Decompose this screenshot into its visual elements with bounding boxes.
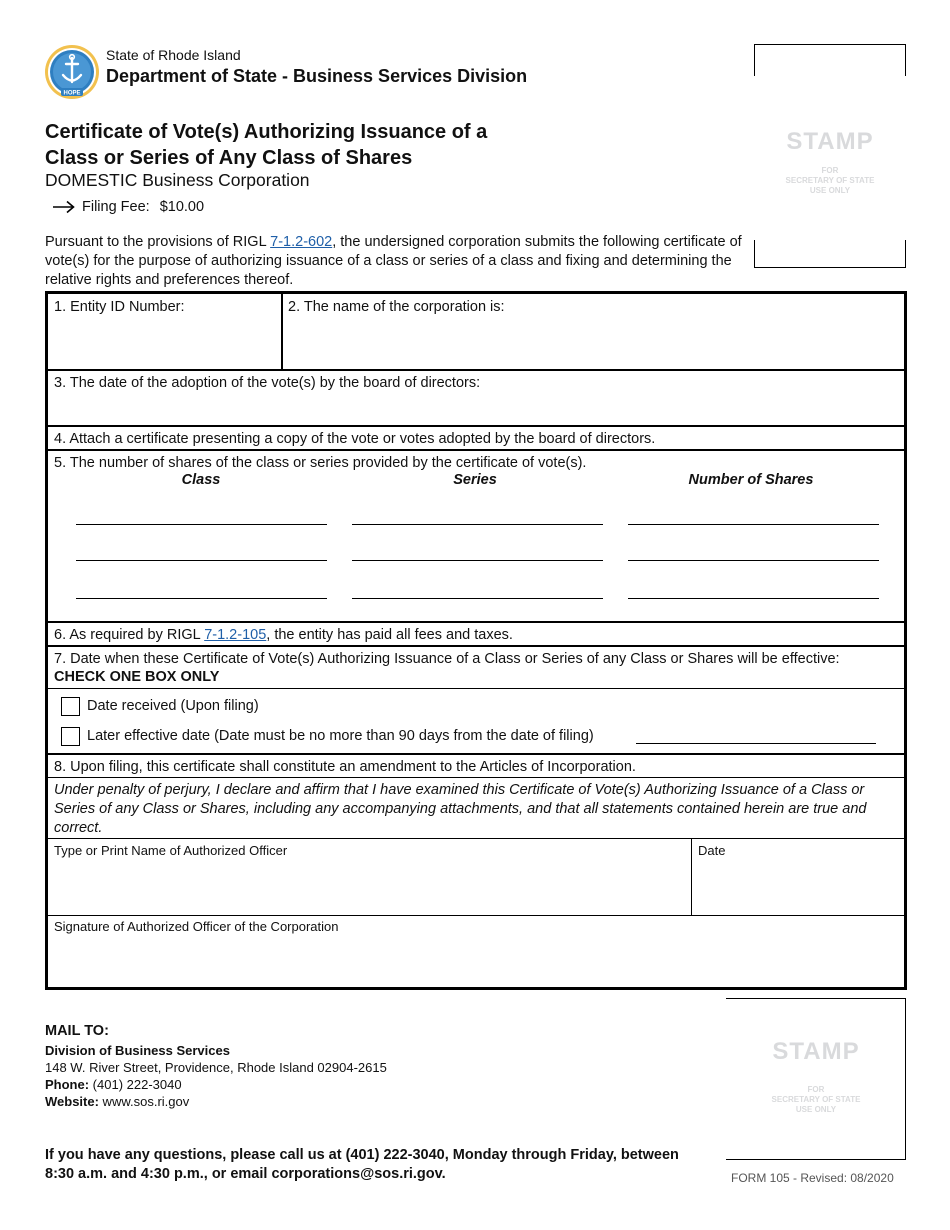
arrow-right-icon	[52, 200, 76, 214]
column-number-of-shares-header: Number of Shares	[688, 472, 814, 488]
fees-paid-statement	[54, 626, 513, 644]
class-input-line-2[interactable]	[76, 560, 327, 561]
rhode-island-seal-logo	[44, 44, 100, 100]
class-input-line-3[interactable]	[76, 598, 327, 599]
attach-certificate-text: 4. Attach a certificate presenting a copy of the vote or votes adopted by the board of directors.	[54, 431, 656, 447]
state-name: State of Rhode Island	[106, 47, 241, 63]
fees-text-after: , the entity has paid all fees and taxes.	[266, 627, 513, 643]
mail-address: 148 W. River Street, Providence, Rhode Island 02904-2615	[45, 1060, 387, 1075]
amendment-statement: 8. Upon filing, this certificate shall constitute an amendment to the Articles of Incorporation.	[54, 759, 636, 775]
rigl-105-link[interactable]: 7-1.2-105	[204, 627, 267, 643]
divider	[48, 425, 904, 427]
fees-text-before: 6. As required by RIGL	[54, 627, 205, 643]
signature-field[interactable]	[48, 917, 904, 987]
intro-paragraph	[45, 233, 745, 290]
department-name: Department of State - Business Services Division	[106, 66, 528, 86]
effective-date-question: 7. Date when these Certificate of Vote(s) Authorizing Issuance of a Class or Series of any Class or Shares will be effective:	[54, 651, 840, 667]
officer-name-label: Type or Print Name of Authorized Officer	[54, 843, 288, 858]
shares-input-line-1[interactable]	[628, 524, 879, 525]
mail-division: Division of Business Services	[45, 1043, 230, 1058]
form-title-line2: Class or Series of Any Class of Shares	[45, 147, 413, 169]
stamp-note-bottom-2: SECRETARY OF STATE	[771, 1095, 861, 1104]
divider	[48, 688, 904, 689]
stamp-note-bottom-1: FOR	[807, 1085, 825, 1094]
column-class-header: Class	[181, 472, 221, 488]
divider	[48, 777, 904, 778]
form-title	[45, 119, 685, 171]
stamp-title-bottom: STAMP	[772, 1038, 860, 1065]
divider	[48, 645, 904, 647]
series-input-line-3[interactable]	[352, 598, 603, 599]
mail-to-heading: MAIL TO:	[45, 1023, 109, 1039]
later-effective-date-checkbox[interactable]	[61, 727, 80, 746]
stamp-note-2: SECRETARY OF STATE	[785, 176, 875, 185]
stamp-note-3: USE ONLY	[809, 186, 851, 195]
form-title-line1: Certificate of Vote(s) Authorizing Issuance of a	[45, 121, 488, 143]
mail-phone	[45, 1077, 182, 1092]
filing-fee	[52, 199, 204, 215]
divider	[48, 838, 904, 839]
date-field[interactable]	[693, 840, 904, 915]
officer-date-divider	[691, 838, 692, 915]
filing-fee-label: Filing Fee:	[82, 199, 150, 215]
class-input-line-1[interactable]	[76, 524, 327, 525]
later-effective-date-input[interactable]	[636, 743, 876, 744]
entity-id-field[interactable]	[48, 294, 281, 369]
date-received-label: Date received (Upon filing)	[87, 698, 259, 714]
shares-input-line-3[interactable]	[628, 598, 879, 599]
rigl-602-link[interactable]: 7-1.2-602	[270, 234, 333, 250]
stamp-box-bottom	[726, 998, 906, 1160]
shares-instruction: 5. The number of shares of the class or series provided by the certificate of vote(s).	[54, 455, 587, 471]
form-subtitle: DOMESTIC Business Corporation	[45, 170, 310, 190]
later-effective-date-label: Later effective date (Date must be no more than 90 days from the date of filing)	[87, 728, 594, 744]
signature-label: Signature of Authorized Officer of the Corporation	[54, 919, 339, 934]
series-input-line-2[interactable]	[352, 560, 603, 561]
certificate-form	[45, 291, 907, 990]
column-series-header: Series	[453, 472, 497, 488]
date-label: Date	[698, 843, 726, 858]
series-input-line-1[interactable]	[352, 524, 603, 525]
phone-label: Phone:	[45, 1077, 90, 1092]
website-url: www.sos.ri.gov	[98, 1094, 190, 1109]
stamp-note-bottom-3: USE ONLY	[795, 1105, 837, 1114]
divider	[48, 915, 904, 916]
contact-questions: If you have any questions, please call us at (401) 222-3040, Monday through Friday, between 8:30 a.m. and 4:30 p.m., or email corporations@sos.ri.gov.	[45, 1147, 679, 1182]
website-label: Website:	[45, 1094, 99, 1109]
stamp-note-1: FOR	[821, 166, 839, 175]
stamp-box-top-frame	[754, 44, 906, 268]
stamp-box-top	[754, 44, 906, 268]
intro-text-before: Pursuant to the provisions of RIGL	[45, 234, 271, 250]
perjury-declaration: Under penalty of perjury, I declare and affirm that I have examined this Certificate of Vote(s) Authorizing Issuance of a Class or Series of any Class or Shares, including any accompanying attachments, and that all statements contained herein are true and correct.	[54, 782, 867, 836]
stamp-box-bottom-frame	[726, 998, 906, 1160]
officer-name-field[interactable]	[48, 840, 691, 915]
divider	[48, 753, 904, 755]
divider	[48, 621, 904, 623]
corporation-name-label: 2. The name of the corporation is:	[288, 299, 505, 315]
stamp-title: STAMP	[786, 128, 874, 155]
corporation-name-field[interactable]	[283, 294, 904, 369]
form-number: FORM 105 - Revised: 08/2020	[731, 1171, 894, 1185]
divider	[48, 449, 904, 451]
entity-id-label: 1. Entity ID Number:	[54, 299, 185, 315]
seal-motto: HOPE	[63, 90, 81, 97]
adoption-date-label: 3. The date of the adoption of the vote(s) by the board of directors:	[54, 375, 481, 391]
mail-website	[45, 1094, 189, 1109]
filing-fee-value: $10.00	[159, 199, 205, 215]
adoption-date-field[interactable]	[48, 371, 904, 425]
check-one-instruction: CHECK ONE BOX ONLY	[54, 669, 220, 685]
date-received-checkbox[interactable]	[61, 697, 80, 716]
phone-number: (401) 222-3040	[89, 1077, 182, 1092]
shares-input-line-2[interactable]	[628, 560, 879, 561]
intro-text-after: , the undersigned corporation submits the following certificate of vote(s) for the purpose of authorizing issuance of a class or series of a class and fixing and determining the relative rights and preferences thereof.	[45, 234, 742, 288]
